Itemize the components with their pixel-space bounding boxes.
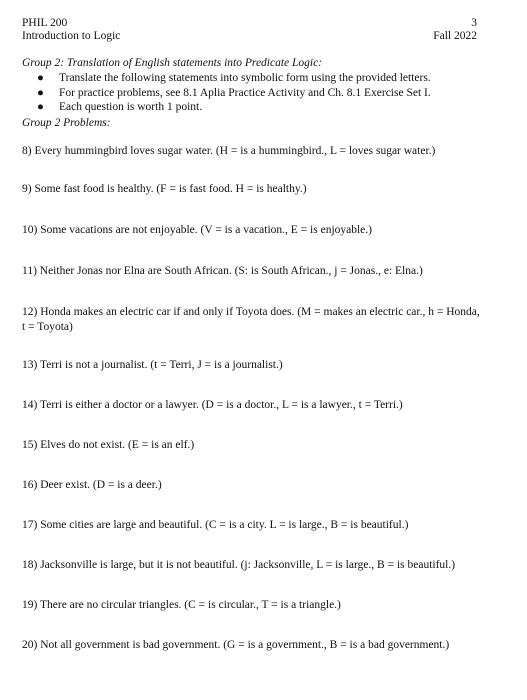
problem-13: 13) Terri is not a journalist. (t = Terri, J = is a journalist.) <box>22 359 283 371</box>
problem-14: 14) Terri is either a doctor or a lawyer. (D = is a doctor., L = is a lawyer., t = Terri.) <box>22 399 403 411</box>
problem-19: 19) There are no circular triangles. (C = is circular., T = is a triangle.) <box>22 599 341 611</box>
course-name: Introduction to Logic <box>22 30 121 42</box>
problem-17: 17) Some cities are large and beautiful. (C = is a city. L = is large., B = is beautiful.) <box>22 519 409 531</box>
problem-8: 8) Every hummingbird loves sugar water. (H = is a hummingbird., L = loves sugar water.) <box>22 145 436 157</box>
instruction-list <box>22 71 431 115</box>
bullet-icon: ● <box>37 101 44 113</box>
problem-15: 15) Elves do not exist. (E = is an elf.) <box>22 439 195 451</box>
course-code: PHIL 200 <box>22 17 68 29</box>
instruction-item <box>22 71 431 86</box>
page-number: 3 <box>471 17 477 29</box>
header-right <box>433 17 477 43</box>
problem-16: 16) Deer exist. (D = is a deer.) <box>22 479 162 491</box>
term: Fall 2022 <box>433 30 477 42</box>
instruction-text: For practice problems, see 8.1 Aplia Practice Activity and Ch. 8.1 Exercise Set I. <box>59 86 431 99</box>
problem-20: 20) Not all government is bad government. (G = is a government., B = is a bad government.) <box>22 639 450 651</box>
header-left <box>22 17 120 43</box>
bullet-icon: ● <box>37 72 44 84</box>
problems-heading: Group 2 Problems: <box>22 117 111 129</box>
problem-12: 12) Honda makes an electric car if and only if Toyota does. (M = makes an electric car., h = Honda, t = Toyota) <box>22 306 480 333</box>
group-title: Group 2: Translation of English statements into Predicate Logic: <box>22 57 323 69</box>
bullet-icon: ● <box>37 86 44 99</box>
problem-18: 18) Jacksonville is large, but it is not beautiful. (j: Jacksonville, L = is large., B = is beautiful.) <box>22 559 456 571</box>
problem-9: 9) Some fast food is healthy. (F = is fast food. H = is healthy.) <box>22 183 307 195</box>
instruction-text: Translate the following statements into symbolic form using the provided letters. <box>59 72 431 84</box>
problem-10: 10) Some vacations are not enjoyable. (V = is a vacation., E = is enjoyable.) <box>22 224 372 236</box>
instruction-item <box>22 100 431 115</box>
instruction-text: Each question is worth 1 point. <box>59 101 203 113</box>
instruction-item <box>22 86 431 101</box>
problem-11: 11) Neither Jonas nor Elna are South African. (S: is South African., j = Jonas., e: Elna.) <box>22 265 423 277</box>
